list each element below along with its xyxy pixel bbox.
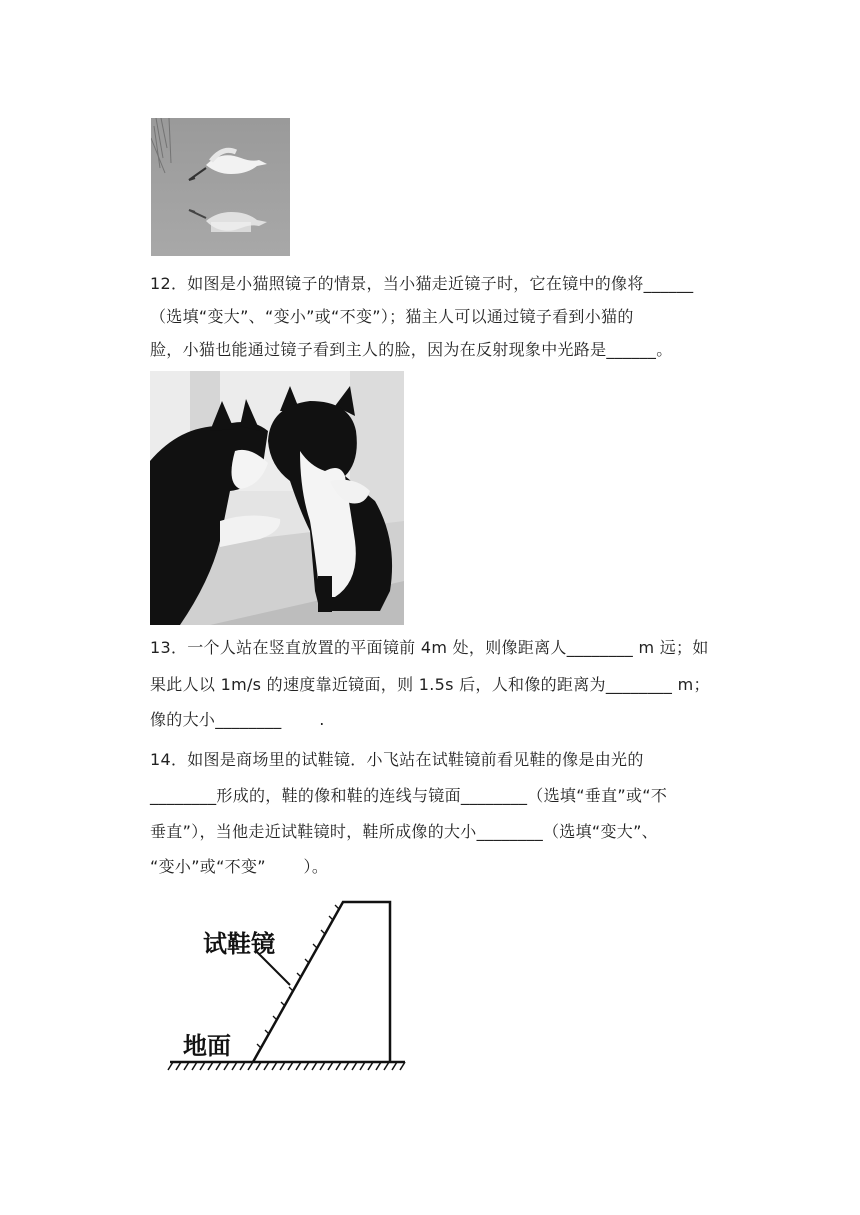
q13-line-1: 13．一个人站在竖直放置的平面镜前 4m 处，则像距离人________ m 远；如 bbox=[150, 638, 709, 657]
q12-line-1: 12．如图是小猫照镜子的情景，当小猫走近镜子时，它在镜中的像将______ bbox=[150, 274, 694, 293]
q12-line-3: 脸，小猫也能通过镜子看到主人的脸，因为在反射现象中光路是______。 bbox=[150, 340, 673, 359]
shoe-mirror-diagram bbox=[165, 890, 415, 1080]
cat-mirror-image bbox=[150, 371, 404, 625]
ground-label: 地面 bbox=[183, 1031, 231, 1060]
q13-line-2: 果此人以 1m/s 的速度靠近镜面，则 1.5s 后，人和像的距离为________ m； bbox=[150, 675, 710, 694]
q14-line-3: 垂直”），当他走近试鞋镜时，鞋所成像的大小________（选填“变大”、 bbox=[150, 822, 658, 841]
q14-line-1: 14．如图是商场里的试鞋镜．小飞站在试鞋镜前看见鞋的像是由光的 bbox=[150, 750, 644, 769]
heron-reflection-image bbox=[151, 118, 290, 256]
q14-line-4: “变小”或“不变” ）。 bbox=[150, 857, 329, 876]
mirror-label: 试鞋镜 bbox=[203, 929, 275, 958]
q12-line-2: （选填“变大”、“变小”或“不变”）；猫主人可以通过镜子看到小猫的 bbox=[150, 307, 634, 326]
q14-line-2: ________形成的，鞋的像和鞋的连线与镜面________（选填“垂直”或“不 bbox=[150, 786, 668, 805]
q13-line-3: 像的大小________ . bbox=[150, 710, 325, 729]
